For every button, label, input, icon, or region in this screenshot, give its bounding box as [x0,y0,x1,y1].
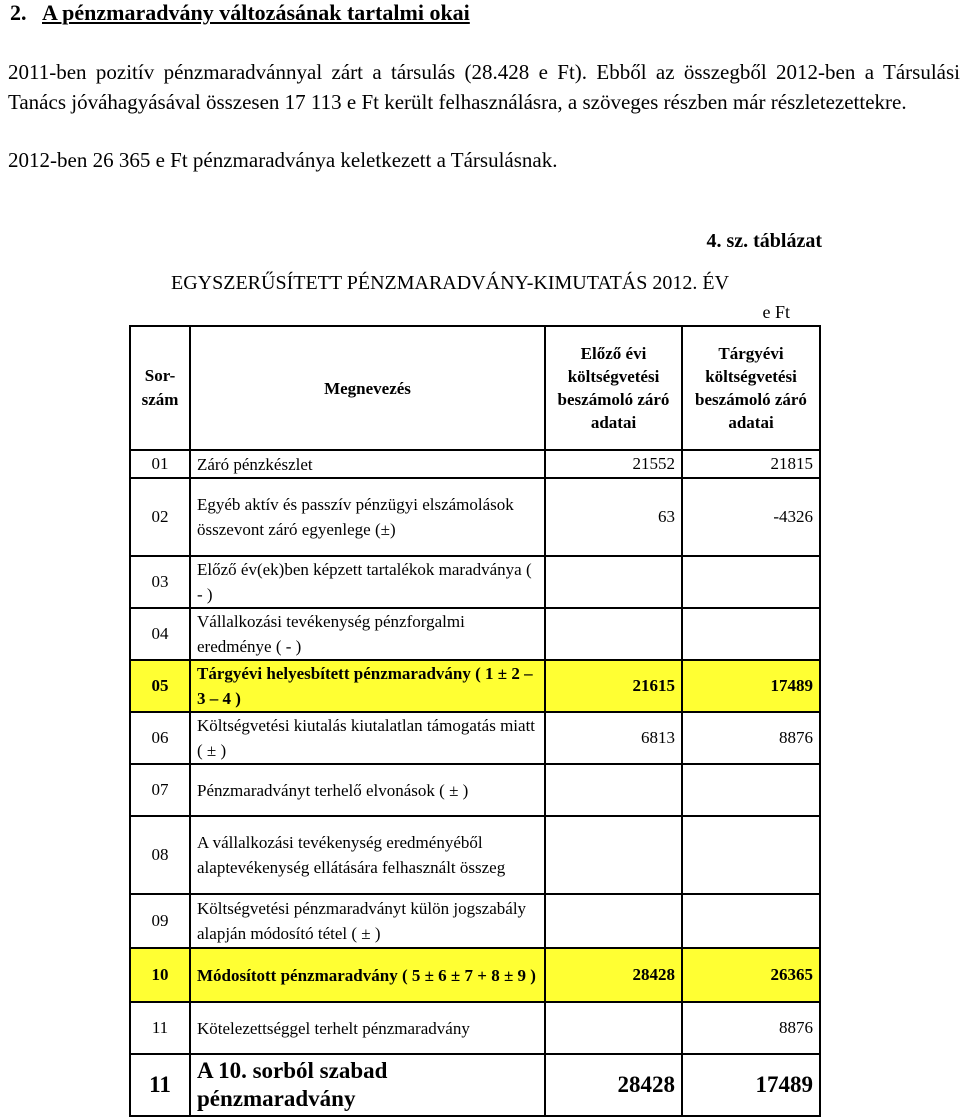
row-curr-value [682,816,820,894]
section-title: A pénzmaradvány változásának tartalmi okai [42,0,470,25]
table-row [130,894,820,948]
row-prev-value [545,764,682,816]
paragraph-1: 2011-ben pozitív pénzmaradvánnyal zárt a társulás (28.428 e Ft). Ebből az összegből 2012-ben a Társulási Tanács jóváhagyásával összesen 17 113 e Ft került felhasználásra, a szöveges részben már részletezettekre. [8,60,960,114]
section-heading [10,0,470,26]
row-number: 08 [130,816,190,894]
row-name: A 10. sorból szabad pénzmaradvány [190,1054,545,1116]
row-prev-value [545,1002,682,1054]
row-curr-value: -4326 [682,478,820,556]
row-number: 05 [130,660,190,712]
row-prev-value: 21615 [545,660,682,712]
table-row [130,764,820,816]
row-prev-value: 28428 [545,1054,682,1116]
row-name: Vállalkozási tevékenység pénzforgalmi eredménye ( - ) [190,608,545,660]
row-number: 03 [130,556,190,608]
row-name: Módosított pénzmaradvány ( 5 ± 6 ± 7 + 8 ± 9 ) [190,948,545,1002]
row-prev-value: 63 [545,478,682,556]
row-number: 02 [130,478,190,556]
table-row [130,556,820,608]
header-elozo: Előző évi költségvetési beszámoló záró adatai [545,326,682,450]
table-row [130,478,820,556]
row-number: 01 [130,450,190,478]
row-number: 10 [130,948,190,1002]
row-prev-value [545,816,682,894]
row-curr-value: 8876 [682,712,820,764]
row-name: Költségvetési kiutalás kiutalatlan támogatás miatt ( ± ) [190,712,545,764]
row-number: 11 [130,1002,190,1054]
table-number: 4. sz. táblázat [706,230,822,252]
table-unit: e Ft [762,302,790,322]
header-targyevi: Tárgyévi költségvetési beszámoló záró adatai [682,326,820,450]
row-prev-value [545,556,682,608]
row-prev-value [545,608,682,660]
header-row [130,326,820,450]
row-name: Költségvetési pénzmaradványt külön jogszabály alapján módosító tétel ( ± ) [190,894,545,948]
row-name: Egyéb aktív és passzív pénzügyi elszámolások összevont záró egyenlege (±) [190,478,545,556]
row-curr-value [682,608,820,660]
row-name: Tárgyévi helyesbített pénzmaradvány ( 1 ± 2 – 3 – 4 ) [190,660,545,712]
table-row [130,450,820,478]
paragraph-2: 2012-ben 26 365 e Ft pénzmaradványa keletkezett a Társulásnak. [8,148,558,172]
row-prev-value: 28428 [545,948,682,1002]
table-row-highlighted [130,660,820,712]
section-number: 2. [10,0,27,25]
table-row-highlighted [130,948,820,1002]
row-number: 11 [130,1054,190,1116]
row-curr-value [682,764,820,816]
row-prev-value: 21552 [545,450,682,478]
row-number: 06 [130,712,190,764]
row-name: Előző év(ek)ben képzett tartalékok maradványa ( - ) [190,556,545,608]
table-row [130,816,820,894]
row-number: 04 [130,608,190,660]
table-title: EGYSZERŰSÍTETT PÉNZMARADVÁNY-KIMUTATÁS 2012. ÉV [171,272,730,294]
table-row [130,712,820,764]
row-name: Kötelezettséggel terhelt pénzmaradvány [190,1002,545,1054]
row-name: A vállalkozási tevékenység eredményéből alaptevékenység ellátására felhasznált összeg [190,816,545,894]
row-curr-value: 17489 [682,660,820,712]
row-number: 07 [130,764,190,816]
row-prev-value: 6813 [545,712,682,764]
row-number: 09 [130,894,190,948]
row-curr-value [682,556,820,608]
row-curr-value: 26365 [682,948,820,1002]
pénzmaradvány-table [129,325,821,1117]
header-megnevezes: Megnevezés [190,326,545,450]
header-sorszam: Sor-szám [130,326,190,450]
row-name: Pénzmaradványt terhelő elvonások ( ± ) [190,764,545,816]
row-prev-value [545,894,682,948]
row-curr-value: 21815 [682,450,820,478]
row-curr-value: 17489 [682,1054,820,1116]
table-row [130,1002,820,1054]
row-curr-value: 8876 [682,1002,820,1054]
row-curr-value [682,894,820,948]
row-name: Záró pénzkészlet [190,450,545,478]
table-row-total [130,1054,820,1116]
table-row [130,608,820,660]
